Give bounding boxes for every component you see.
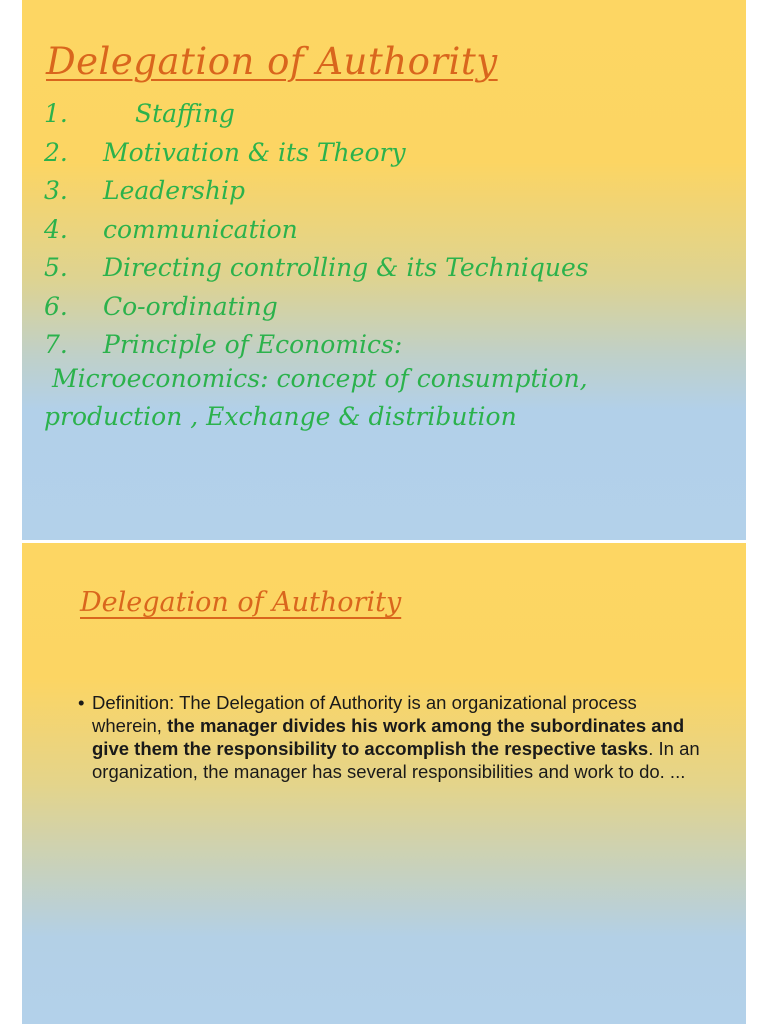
slide-topics (22, 0, 746, 540)
definition-lead: Definition: The Delegation of Authority is an organizational process wherein, (92, 692, 637, 736)
list-item (44, 249, 589, 288)
list-item (44, 326, 589, 365)
list-item-label: Principle of Economics: (103, 330, 403, 359)
list-item-label: Motivation & its Theory (103, 137, 406, 167)
definition-paragraph (78, 691, 702, 783)
list-item-number: 6. (44, 291, 68, 321)
list-item-label: Directing controlling & its Techniques (103, 253, 589, 282)
list-item-number: 3. (44, 176, 68, 205)
list-item-number: 2. (44, 137, 68, 167)
list-item (44, 134, 589, 173)
slide-2-title: Delegation of Authority (80, 587, 402, 618)
bullet-point: • (78, 692, 85, 713)
definition-emphasis: the manager divides his work among the subordinates and give them the responsibility to accomplish the respective tasks (92, 715, 685, 759)
list-item-number: 1. (44, 99, 68, 128)
slide-definition (22, 543, 746, 1024)
topic-list (44, 95, 589, 365)
list-item (44, 288, 589, 327)
definition-tail: . In an organization, the manager has several responsibilities and work to do. ... (92, 738, 700, 782)
list-item-label: Leadership (103, 176, 245, 205)
list-item (44, 172, 589, 211)
production-line: production , Exchange & distribution (44, 402, 517, 431)
list-item-label: Co-ordinating (103, 291, 278, 321)
microeconomics-line: Microeconomics: concept of consumption, (52, 364, 588, 393)
list-item (44, 211, 589, 250)
list-item-number: 5. (44, 253, 68, 282)
list-item-number: 4. (44, 214, 68, 244)
list-item-label: Staffing (135, 99, 235, 128)
list-item (44, 95, 589, 134)
slide-1-title: Delegation of Authority (46, 40, 498, 83)
list-item-number: 7. (44, 330, 68, 359)
list-item-label: communication (103, 214, 298, 244)
